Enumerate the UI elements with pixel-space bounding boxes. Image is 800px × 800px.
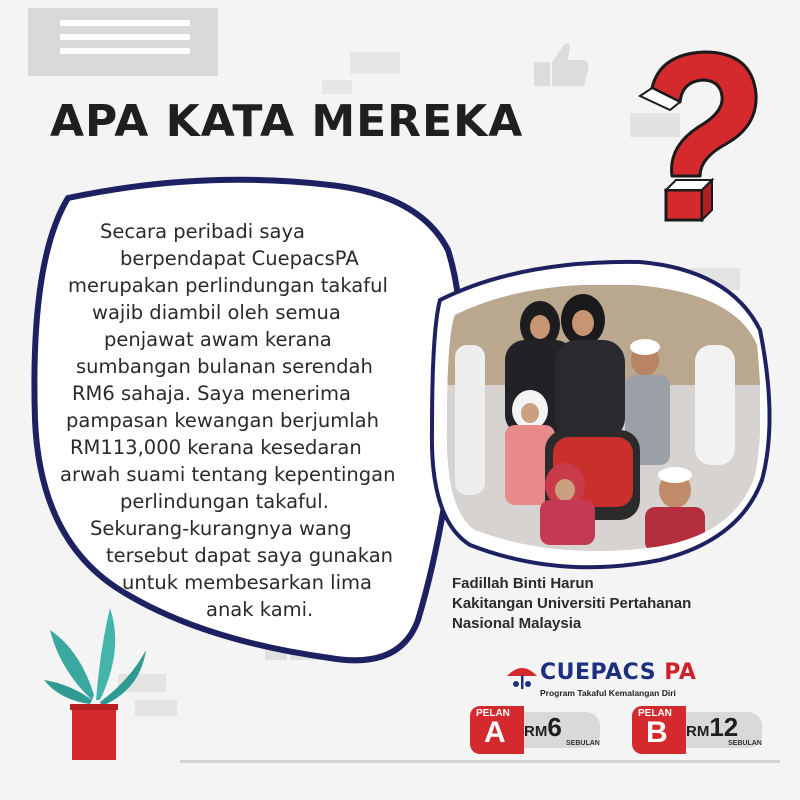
plan-currency: RM [686, 723, 710, 740]
plan-letter: B [646, 716, 668, 749]
plant-icon [40, 600, 150, 770]
plan-letter: A [484, 716, 506, 749]
quote-line: berpendapat CuepacsPA [120, 247, 359, 270]
quote-line: RM113,000 kerana kesedaran [70, 436, 362, 459]
plan-period: SEBULAN [728, 740, 762, 747]
brand-name [540, 660, 696, 685]
quote-line: pampasan kewangan berjumlah [66, 409, 379, 432]
family-photo [445, 285, 760, 555]
author-role: Kakitangan Universiti Pertahanan [452, 595, 692, 612]
quote-line: RM6 sahaja. Saya menerima [72, 382, 351, 405]
plan-price [686, 712, 738, 743]
quote-line: Sekurang-kurangnya wang [90, 517, 352, 540]
brand-tagline: Program Takaful Kemalangan Diri [540, 688, 676, 698]
plan-word: PELAN [476, 708, 510, 719]
quote-line: Secara peribadi saya [100, 220, 305, 243]
plan-b-badge [632, 706, 762, 754]
quote-line: tersebut dapat saya gunakan [106, 544, 393, 567]
brand-main: CUEPACS [540, 660, 657, 685]
testimonial-quote [60, 218, 410, 623]
quote-line: arwah suami tentang kepentingan [60, 463, 396, 486]
quote-line: perlindungan takaful. [120, 490, 329, 513]
umbrella-logo-icon [505, 660, 539, 694]
quote-line: merupakan perlindungan takaful [68, 274, 388, 297]
plan-period: SEBULAN [566, 740, 600, 747]
quote-line: untuk membesarkan lima [122, 571, 372, 594]
plan-word: PELAN [638, 708, 672, 719]
author-block [452, 574, 691, 634]
author-name: Fadillah Binti Harun [452, 575, 594, 592]
plan-price [524, 712, 562, 743]
brand-suffix: PA [664, 660, 697, 685]
plan-amount: 6 [547, 712, 562, 742]
quote-line: anak kami. [206, 598, 314, 621]
plan-currency: RM [524, 723, 548, 740]
author-role: Nasional Malaysia [452, 615, 582, 632]
page-title: APA KATA MEREKA [50, 96, 524, 147]
plan-amount: 12 [709, 712, 739, 742]
plan-a-badge [470, 706, 600, 754]
quote-line: wajib diambil oleh semua [92, 301, 341, 324]
quote-line: penjawat awam kerana [104, 328, 332, 351]
quote-line: sumbangan bulanan serendah [76, 355, 373, 378]
